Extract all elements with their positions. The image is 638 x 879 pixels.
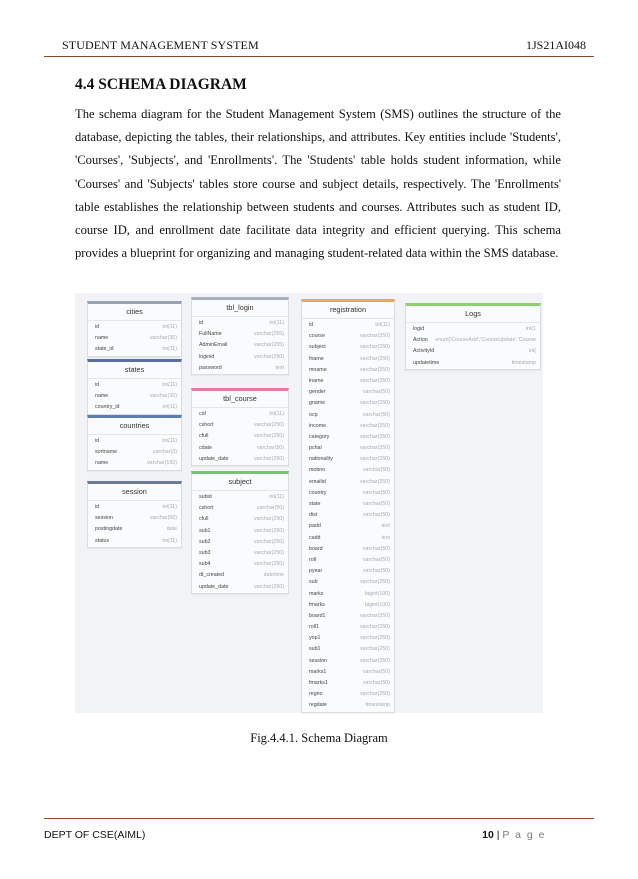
field-type: varchar(250) xyxy=(359,433,390,440)
table-field-row xyxy=(302,465,394,476)
field-type: varchar(250) xyxy=(359,377,390,384)
page-separator: | xyxy=(496,829,500,841)
table-field-row xyxy=(302,387,394,398)
field-name: id xyxy=(95,324,100,330)
field-type: varchar(250) xyxy=(359,612,390,619)
table-field-row xyxy=(302,600,394,611)
table-field-row xyxy=(302,510,394,521)
field-type: varchar(250) xyxy=(253,527,284,534)
table-field-row xyxy=(302,589,394,600)
field-name: name xyxy=(95,393,109,400)
field-name: gender xyxy=(309,389,326,396)
field-type: varchar(250) xyxy=(359,691,390,698)
field-name: Action xyxy=(413,337,428,344)
page-header-right: 1JS21AI048 xyxy=(525,38,586,52)
table-title: countries xyxy=(88,418,181,435)
field-name: board xyxy=(309,545,323,552)
field-type: varchar(50) xyxy=(362,501,390,507)
table-field-row xyxy=(192,570,288,581)
field-name: roll1 xyxy=(309,624,320,631)
field-name: gname xyxy=(309,400,326,407)
field-name: mobno xyxy=(309,467,326,474)
field-type: int(11) xyxy=(162,438,177,444)
field-name: country_id xyxy=(95,404,120,411)
field-name: ActivityId xyxy=(413,348,435,355)
field-type: varchar(150) xyxy=(146,460,177,467)
table-field-row xyxy=(192,409,288,420)
field-name: sub2 xyxy=(199,538,211,545)
table-field-row xyxy=(88,513,181,524)
field-name: sub xyxy=(309,579,318,586)
header-rule xyxy=(44,56,594,57)
field-type: varchar(250) xyxy=(359,422,390,429)
table-field-row xyxy=(302,533,394,544)
field-type: varchar(250) xyxy=(359,646,390,653)
field-type: date xyxy=(166,526,177,533)
table-tbl-login xyxy=(191,297,289,375)
field-name: cshort xyxy=(199,505,214,512)
table-field-row xyxy=(88,524,181,535)
table-field-row xyxy=(192,329,288,340)
field-name: regdate xyxy=(309,702,327,709)
field-name: loginid xyxy=(199,353,215,360)
field-name: padd xyxy=(309,523,321,530)
field-type: timestamp xyxy=(365,702,390,709)
field-type: varchar(50) xyxy=(362,411,390,418)
table-field-row xyxy=(302,454,394,465)
table-field-row xyxy=(88,322,181,333)
table-field-row xyxy=(192,514,288,525)
field-name: category xyxy=(309,433,330,440)
table-field-row xyxy=(192,548,288,559)
field-type: timestamp xyxy=(511,359,536,366)
field-name: emailid xyxy=(309,478,326,485)
field-name: ocp xyxy=(309,411,318,418)
field-name: course xyxy=(309,333,325,340)
field-type: varchar(50) xyxy=(362,680,390,686)
table-field-row xyxy=(406,358,540,369)
field-name: nationality xyxy=(309,456,333,463)
field-type: varchar(255) xyxy=(253,331,284,338)
field-type: varchar(250) xyxy=(253,549,284,556)
field-type: varchar(50) xyxy=(362,389,390,396)
field-name: password xyxy=(199,364,222,371)
table-field-row xyxy=(192,318,288,329)
field-type: varchar(30) xyxy=(149,393,177,400)
field-type: varchar(50) xyxy=(149,515,177,522)
table-logs xyxy=(405,303,541,370)
field-name: fmarks1 xyxy=(309,680,328,686)
footer-rule xyxy=(44,818,594,819)
table-field-row xyxy=(88,447,181,458)
table-field-row xyxy=(302,689,394,700)
field-type: varchar(50) xyxy=(362,467,390,474)
table-title: cities xyxy=(88,304,181,321)
field-name: cfull xyxy=(199,516,209,523)
field-type: datetime xyxy=(263,572,284,579)
field-type: varchar(250) xyxy=(253,516,284,523)
field-type: varchar(30) xyxy=(149,335,177,342)
table-field-row xyxy=(192,431,288,442)
table-field-row xyxy=(88,380,181,391)
table-field-row xyxy=(302,477,394,488)
footer-department: DEPT OF CSE(AIML) xyxy=(44,829,146,841)
field-name: board1 xyxy=(309,612,326,619)
field-name: marks1 xyxy=(309,668,327,675)
field-name: marks xyxy=(309,590,324,597)
field-type: varchar(50) xyxy=(362,489,390,496)
table-field-row xyxy=(406,324,540,335)
field-name: country xyxy=(309,489,327,496)
field-name: subject xyxy=(309,344,326,351)
field-name: sortname xyxy=(95,449,118,456)
field-name: update_date xyxy=(199,583,229,590)
field-name: id xyxy=(95,382,100,388)
field-name: session xyxy=(95,515,113,522)
field-name: id xyxy=(199,320,204,326)
field-name: id xyxy=(309,322,314,328)
field-type: varchar(250) xyxy=(253,455,284,462)
table-countries xyxy=(87,415,182,471)
field-name: mname xyxy=(309,366,327,373)
field-type: bigint(100) xyxy=(364,601,390,608)
field-name: name xyxy=(95,460,109,467)
field-type: varchar(250) xyxy=(359,635,390,642)
field-name: cfull xyxy=(199,433,209,440)
field-type: int(11) xyxy=(162,382,177,388)
field-type: varchar(3) xyxy=(152,449,177,456)
table-field-row xyxy=(302,667,394,678)
field-name: pyear xyxy=(309,568,323,575)
table-field-row xyxy=(192,352,288,363)
field-name: dt_created xyxy=(199,572,225,579)
field-type: varchar(250) xyxy=(359,355,390,362)
table-field-row xyxy=(406,335,540,346)
field-type: int(11) xyxy=(162,346,177,353)
field-type: varchar(250) xyxy=(359,456,390,463)
table-field-row xyxy=(302,432,394,443)
table-field-row xyxy=(192,454,288,465)
table-field-row xyxy=(302,656,394,667)
field-type: varchar(250) xyxy=(359,624,390,631)
field-name: fname xyxy=(309,355,324,362)
table-field-row xyxy=(192,443,288,454)
field-type: varchar(250) xyxy=(253,422,284,429)
table-field-row xyxy=(406,346,540,357)
field-type: varchar(250) xyxy=(253,538,284,545)
field-name: roll xyxy=(309,556,317,563)
field-name: pchal xyxy=(309,445,322,452)
table-subject xyxy=(191,471,289,594)
field-type: int(11) xyxy=(375,322,390,328)
field-type: varchar(255) xyxy=(253,342,284,349)
field-name: dist xyxy=(309,512,318,519)
field-name: fmarks xyxy=(309,601,325,608)
field-name: lname xyxy=(309,377,324,384)
table-field-row xyxy=(192,559,288,570)
field-name: state xyxy=(309,501,321,507)
table-field-row xyxy=(302,410,394,421)
field-type: bigint(100) xyxy=(364,590,390,597)
page-header-left: STUDENT MANAGEMENT SYSTEM xyxy=(62,38,259,52)
table-field-row xyxy=(192,582,288,593)
table-title: Logs xyxy=(406,306,540,323)
field-type: varchar(250) xyxy=(359,478,390,485)
field-name: sub4 xyxy=(199,561,211,568)
field-type: int(1 xyxy=(525,326,536,332)
table-title: tbl_course xyxy=(192,391,288,408)
table-title: registration xyxy=(302,302,394,319)
table-field-row xyxy=(88,436,181,447)
table-states xyxy=(87,359,182,415)
table-tbl-course xyxy=(191,388,289,466)
field-type: varchar(50) xyxy=(256,444,284,451)
section-title: 4.4 SCHEMA DIAGRAM xyxy=(75,76,247,93)
page-number: 10 xyxy=(482,829,494,841)
table-title: tbl_login xyxy=(192,300,288,317)
field-name: cshort xyxy=(199,422,214,429)
section-paragraph: The schema diagram for the Student Management System (SMS) outlines the structure of the database, depicting the tables, their relationships, and attributes. Key entities include 'Students', 'Courses', 'Subjects', and 'Enrollments'. The 'Students' table holds student information, while 'Courses' and 'Subjects' tables store course and subject details, respectively. The 'Enrollments' table establishes the relationship between students and courses. Attributes such as student ID, course ID, and enrollment date facilitate data integrity and efficient querying. This schema provides a blueprint for organizing and managing student-related data within the SMS database. xyxy=(75,107,561,261)
table-title: subject xyxy=(192,474,288,491)
table-field-row xyxy=(302,488,394,499)
field-type: varchar(250) xyxy=(359,445,390,452)
table-field-row xyxy=(88,344,181,355)
table-title: session xyxy=(88,484,181,501)
table-field-row xyxy=(302,421,394,432)
table-field-row xyxy=(88,391,181,402)
table-field-row xyxy=(302,622,394,633)
table-field-row xyxy=(88,333,181,344)
table-field-row xyxy=(192,492,288,503)
field-name: FullName xyxy=(199,331,222,338)
field-type: varchar(250) xyxy=(359,657,390,664)
field-type: varchar(250) xyxy=(253,433,284,440)
field-name: cdate xyxy=(199,444,212,451)
page-label: P a g e xyxy=(502,829,546,841)
table-field-row xyxy=(302,342,394,353)
field-type: int(11) xyxy=(162,537,177,544)
footer-page xyxy=(482,829,546,841)
table-field-row xyxy=(302,700,394,711)
field-name: sub1 xyxy=(309,646,321,653)
table-field-row xyxy=(192,503,288,514)
table-field-row xyxy=(302,331,394,342)
field-name: update_date xyxy=(199,455,229,462)
field-type: int(11) xyxy=(162,404,177,411)
field-type: varchar(250) xyxy=(359,579,390,586)
field-type: varchar(50) xyxy=(256,505,284,512)
field-name: AdminEmail xyxy=(199,342,228,349)
field-type: varchar(250) xyxy=(253,561,284,568)
table-title: states xyxy=(88,362,181,379)
field-name: sub3 xyxy=(199,549,211,556)
field-type: text xyxy=(381,523,390,530)
field-type: int(11) xyxy=(269,494,284,500)
field-type: varchar(250) xyxy=(359,344,390,351)
table-field-row xyxy=(88,402,181,413)
table-field-row xyxy=(88,502,181,513)
table-field-row xyxy=(302,499,394,510)
table-field-row xyxy=(88,458,181,469)
field-type: varchar(50) xyxy=(362,668,390,675)
field-type: varchar(250) xyxy=(359,333,390,340)
table-field-row xyxy=(302,398,394,409)
field-type: varchar(250) xyxy=(359,400,390,407)
table-field-row xyxy=(302,577,394,588)
field-type: varchar(50) xyxy=(362,568,390,575)
table-field-row xyxy=(302,544,394,555)
table-field-row xyxy=(192,537,288,548)
field-name: session xyxy=(309,657,327,664)
table-field-row xyxy=(302,555,394,566)
field-name: subid xyxy=(199,494,212,500)
field-type: int(11) xyxy=(162,324,177,330)
table-field-row xyxy=(302,566,394,577)
field-type: varchar(50) xyxy=(362,545,390,552)
table-session xyxy=(87,481,182,548)
field-type: enum('CourseAdd','CourseUpdate','Course xyxy=(435,337,536,344)
figure-caption: Fig.4.4.1. Schema Diagram xyxy=(250,731,388,745)
field-name: logid xyxy=(413,326,425,332)
field-type: int(11) xyxy=(269,320,284,326)
table-field-row xyxy=(192,340,288,351)
field-name: id xyxy=(95,504,100,510)
field-type: int(11) xyxy=(162,504,177,510)
table-field-row xyxy=(192,363,288,374)
field-name: income xyxy=(309,422,327,429)
field-name: name xyxy=(95,335,109,342)
field-type: varchar(250) xyxy=(253,353,284,360)
schema-diagram-figure xyxy=(75,293,543,713)
table-field-row xyxy=(192,526,288,537)
table-field-row xyxy=(302,644,394,655)
field-name: yop1 xyxy=(309,635,321,642)
field-type: varchar(250) xyxy=(253,583,284,590)
field-name: postingdate xyxy=(95,526,123,533)
table-field-row xyxy=(302,611,394,622)
table-field-row xyxy=(302,443,394,454)
field-type: text xyxy=(381,534,390,541)
table-field-row xyxy=(302,376,394,387)
table-field-row xyxy=(302,354,394,365)
table-field-row xyxy=(302,678,394,689)
table-registration xyxy=(301,299,395,713)
field-name: status xyxy=(95,537,110,544)
table-field-row xyxy=(302,320,394,331)
field-type: varchar(50) xyxy=(362,556,390,563)
field-type: varchar(250) xyxy=(359,366,390,373)
field-name: id xyxy=(95,438,100,444)
table-cities xyxy=(87,301,182,357)
table-field-row xyxy=(302,365,394,376)
field-name: regno xyxy=(309,691,323,698)
field-name: cadd xyxy=(309,534,321,541)
table-field-row xyxy=(192,420,288,431)
field-name: updatetime xyxy=(413,359,440,366)
field-name: cid xyxy=(199,411,206,417)
field-name: sub1 xyxy=(199,527,211,534)
field-type: varchar(50) xyxy=(362,512,390,519)
field-type: int(11) xyxy=(269,411,284,417)
table-field-row xyxy=(302,521,394,532)
table-field-row xyxy=(88,536,181,547)
field-type: int( xyxy=(528,348,536,355)
table-field-row xyxy=(302,633,394,644)
field-type: text xyxy=(275,364,284,371)
field-name: state_id xyxy=(95,346,114,353)
